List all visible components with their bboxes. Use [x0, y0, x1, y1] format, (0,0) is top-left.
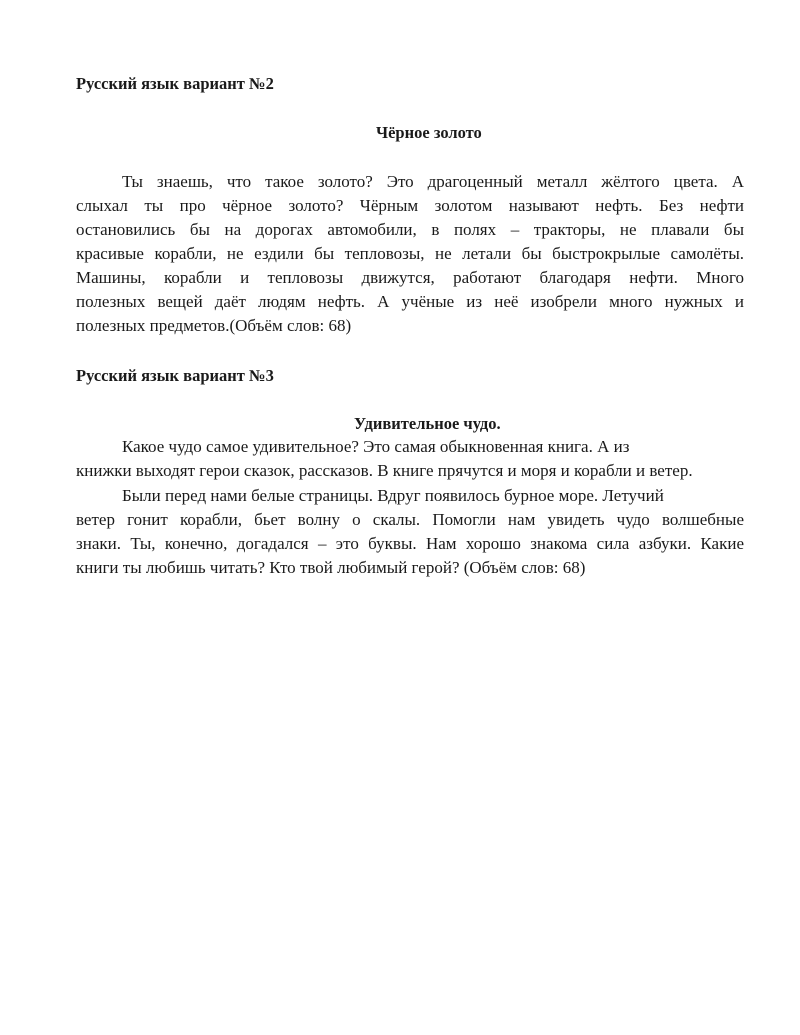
section-2-title: Чёрное золото — [376, 123, 482, 142]
paragraph-line: остановились бы на дорогах автомобили, в полях – тракторы, не плавали бы — [76, 220, 744, 239]
section-3-heading: Русский язык вариант №3 — [76, 366, 274, 385]
paragraph-line: слыхал ты про чёрное золото? Чёрным золотом называют нефть. Без нефти — [76, 196, 744, 215]
paragraph-line: книжки выходят герои сказок, рассказов. В книге прячутся и моря и корабли и ветер. — [76, 461, 693, 480]
paragraph-line: Машины, корабли и тепловозы движутся, работают благодаря нефти. Много — [76, 268, 744, 287]
paragraph-line: Ты знаешь, что такое золото? Это драгоценный металл жёлтого цвета. А — [122, 172, 744, 191]
paragraph-line: знаки. Ты, конечно, догадался – это буквы. Нам хорошо знакома сила азбуки. Какие — [76, 534, 744, 553]
paragraph-line: ветер гонит корабли, бьет волну о скалы. Помогли нам увидеть чудо волшебные — [76, 510, 744, 529]
paragraph-line: полезных вещей даёт людям нефть. А учёные из неё изобрели много нужных и — [76, 292, 744, 311]
section-3-paragraph-2 — [76, 484, 744, 580]
paragraph-line: Были перед нами белые страницы. Вдруг появилось бурное море. Летучий — [122, 486, 664, 505]
section-2-paragraph — [76, 170, 744, 338]
section-3-title: Удивительное чудо. — [354, 414, 501, 433]
section-2-heading: Русский язык вариант №2 — [76, 74, 274, 93]
section-3-paragraph-1 — [76, 435, 744, 483]
paragraph-line: полезных предметов.(Объём слов: 68) — [76, 316, 352, 335]
paragraph-line: книги ты любишь читать? Кто твой любимый герой? (Объём слов: 68) — [76, 558, 586, 577]
paragraph-line: Какое чудо самое удивительное? Это самая обыкновенная книга. А из — [122, 437, 630, 456]
paragraph-line: красивые корабли, не ездили бы тепловозы, не летали бы быстрокрылые самолёты. — [76, 244, 744, 263]
